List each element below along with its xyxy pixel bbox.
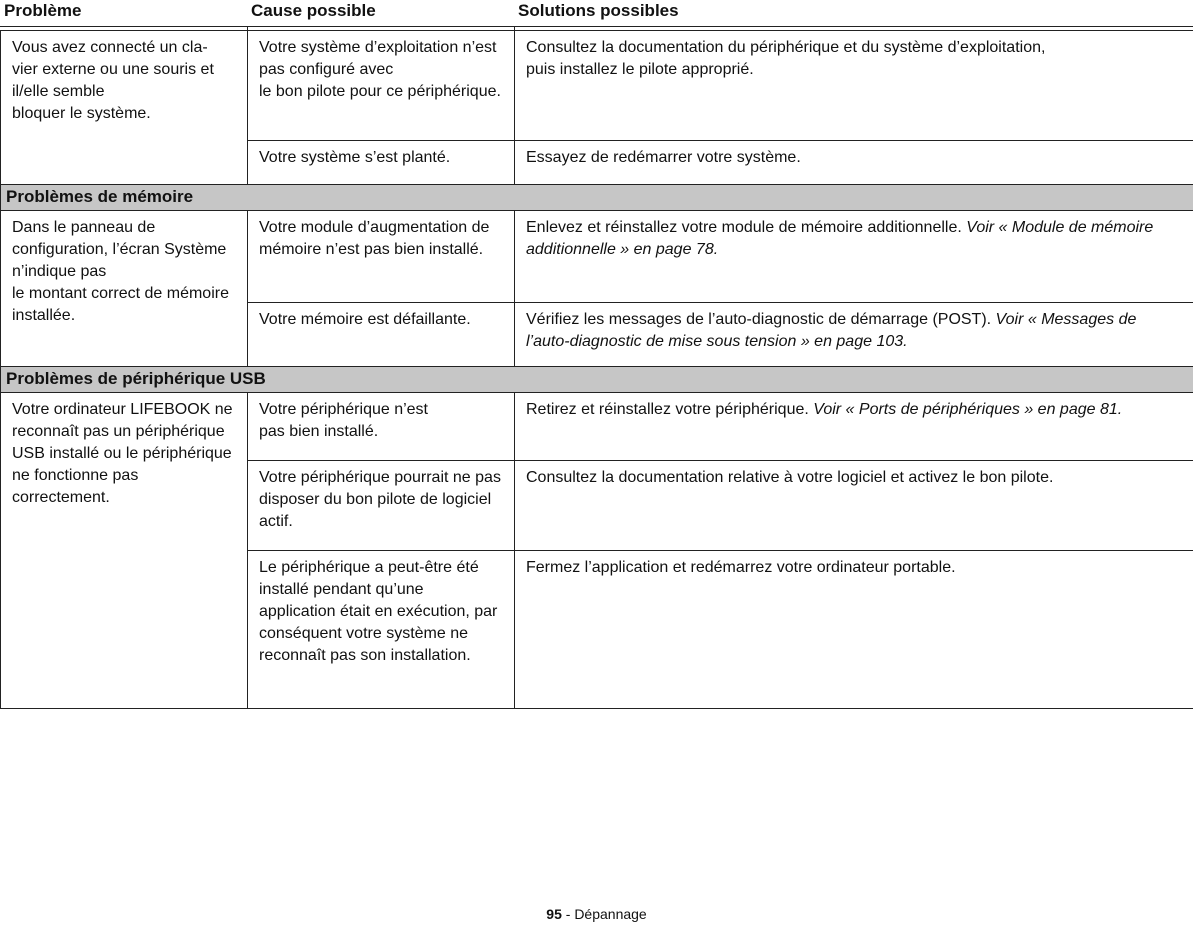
problem-cell <box>1 393 248 709</box>
section-row-memory <box>1 185 1193 211</box>
header-rule-top <box>0 26 1193 27</box>
cause-cell <box>248 141 515 185</box>
cause-text: Votre module d’augmentation de mémoire n’est pas bien installé. <box>259 219 490 258</box>
page-reference-link[interactable]: Voir « Ports de périphériques » en page 81. <box>813 401 1123 418</box>
cause-text: Votre mémoire est défaillante. <box>259 311 471 328</box>
cause-cell <box>248 461 515 551</box>
problem-cell <box>1 31 248 185</box>
troubleshooting-table <box>0 30 1193 709</box>
problem-text: Votre ordinateur LIFEBOOK ne reconnaît pas un périphérique USB installé ou le périphérique ne fonctionne pas correctement. <box>12 401 233 506</box>
cause-text: Votre périphérique n’est pas bien installé. <box>259 401 428 440</box>
cause-cell <box>248 31 515 141</box>
footer-section: Dépannage <box>574 906 647 922</box>
solution-text: Consultez la documentation relative à votre logiciel et activez le bon pilote. <box>526 469 1054 486</box>
cause-cell <box>248 211 515 303</box>
section-title: Problèmes de mémoire <box>1 185 1193 211</box>
table-row <box>1 31 1193 141</box>
solution-text: Fermez l’application et redémarrez votre ordinateur portable. <box>526 559 956 576</box>
solution-cell <box>515 393 1193 461</box>
cause-text: Le périphérique a peut-être été installé pendant qu’une application était en exécution, par conséquent votre système ne reconnaît pas son installation. <box>259 559 498 664</box>
solution-text: Essayez de redémarrer votre système. <box>526 149 801 166</box>
footer-separator: - <box>561 906 575 922</box>
page-reference-link[interactable]: Voir « Module de mémoire additionnelle » en page 78. <box>526 219 1154 258</box>
solution-cell <box>515 303 1193 367</box>
table-row <box>1 393 1193 461</box>
cause-cell <box>248 393 515 461</box>
page-reference-link[interactable]: Voir « Messages de l’auto-diagnostic de mise sous tension » en page 103. <box>526 311 1137 350</box>
cause-text: Votre système s’est planté. <box>259 149 451 166</box>
solution-cell <box>515 551 1193 709</box>
table-row <box>1 211 1193 303</box>
problem-text: Dans le panneau de configuration, l’écran Système n’indique pas le montant correct de mémoire installée. <box>12 219 229 324</box>
solution-cell <box>515 141 1193 185</box>
cause-text: Votre système d’exploitation n’est pas configuré avec le bon pilote pour ce périphérique. <box>259 39 501 100</box>
problem-text: Vous avez connecté un cla- vier externe ou une souris et il/elle semble bloquer le système. <box>12 39 214 122</box>
section-row-usb <box>1 367 1193 393</box>
page-number: 95 <box>546 906 562 922</box>
header-solutions: Solutions possibles <box>518 1 679 20</box>
header-problem: Problème <box>4 1 82 20</box>
solution-text: Vérifiez les messages de l’auto-diagnostic de démarrage (POST). <box>526 311 996 328</box>
solution-cell <box>515 461 1193 551</box>
solution-cell <box>515 211 1193 303</box>
solution-cell <box>515 31 1193 141</box>
cause-cell <box>248 303 515 367</box>
section-title: Problèmes de périphérique USB <box>1 367 1193 393</box>
cause-cell <box>248 551 515 709</box>
problem-cell <box>1 211 248 367</box>
table-header <box>0 0 1193 26</box>
solution-text: Consultez la documentation du périphérique et du système d’exploitation, puis installez le pilote approprié. <box>526 39 1046 78</box>
page-footer <box>0 905 1193 923</box>
cause-text: Votre périphérique pourrait ne pas disposer du bon pilote de logiciel actif. <box>259 469 501 530</box>
header-cause: Cause possible <box>251 1 376 20</box>
solution-text: Retirez et réinstallez votre périphérique. <box>526 401 814 418</box>
solution-text: Enlevez et réinstallez votre module de mémoire additionnelle. <box>526 219 967 236</box>
